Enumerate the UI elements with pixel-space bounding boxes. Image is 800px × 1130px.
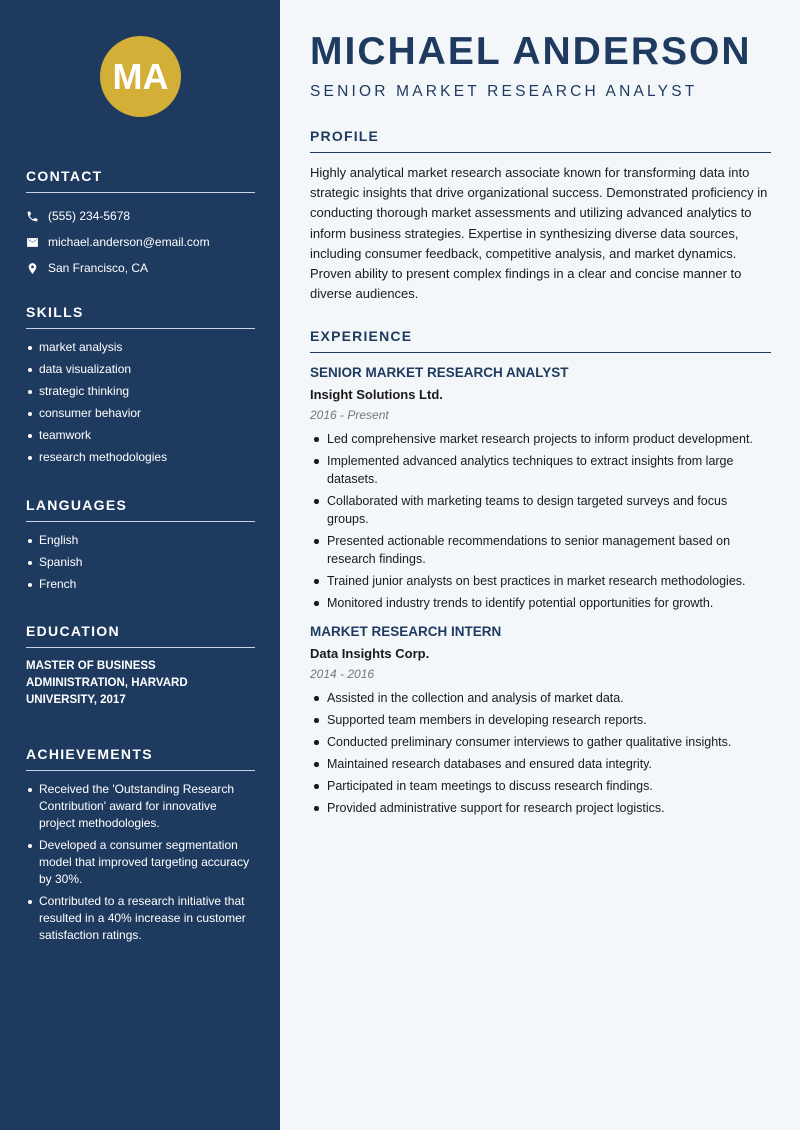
job-dates: 2016 - Present (310, 408, 389, 422)
sidebar (0, 0, 280, 1130)
contact-phone: (555) 234-5678 (26, 203, 255, 229)
avatar: MA (100, 36, 181, 117)
contact-section (26, 168, 255, 281)
job-bullet: Supported team members in developing research reports. (310, 711, 771, 729)
job-bullet: Presented actionable recommendations to senior management based on research findings. (310, 532, 771, 568)
email-icon (26, 236, 39, 249)
skill-item: teamwork (26, 427, 255, 444)
achievement-item: Contributed to a research initiative that resulted in a 40% increase in customer satisfaction ratings. (26, 893, 255, 944)
skills-heading: SKILLS (26, 304, 255, 329)
job-company: Data Insights Corp. (310, 646, 430, 661)
job-bullet: Collaborated with marketing teams to design targeted surveys and focus groups. (310, 492, 771, 528)
skill-item: market analysis (26, 339, 255, 356)
job-bullet: Participated in team meetings to discuss research findings. (310, 777, 771, 795)
phone-icon (26, 210, 39, 223)
education-heading: EDUCATION (26, 623, 255, 648)
job-bullet: Maintained research databases and ensured data integrity. (310, 755, 771, 773)
job-bullet: Trained junior analysts on best practices in market research methodologies. (310, 572, 771, 590)
skills-section (26, 304, 255, 471)
profile-heading: PROFILE (310, 128, 771, 153)
candidate-title: SENIOR MARKET RESEARCH ANALYST (310, 83, 698, 100)
location-pin-icon (26, 262, 39, 275)
profile-text: Highly analytical market research associate known for transforming data into strategic insights that drive organizational success. Demonstrated proficiency in conducting thorough market assessments and utilizing advanced analytics to inform business strategies. Expertise in synthesizing diverse data sources, including consumer feedback, competitive analysis, and market dynamics. Proven ability to present complex findings in a clear and concise manner to diverse audiences. (310, 165, 768, 302)
experience-section (310, 328, 771, 821)
skill-item: data visualization (26, 361, 255, 378)
job-bullet: Provided administrative support for research project logistics. (310, 799, 771, 817)
achievements-heading: ACHIEVEMENTS (26, 746, 255, 771)
job-bullet: Conducted preliminary consumer interviews to gather qualitative insights. (310, 733, 771, 751)
language-item: French (26, 576, 255, 593)
contact-heading: CONTACT (26, 168, 255, 193)
job-dates: 2014 - 2016 (310, 667, 375, 681)
achievements-section (26, 746, 255, 949)
achievement-item: Developed a consumer segmentation model that improved targeting accuracy by 30%. (26, 837, 255, 888)
job-entry (310, 624, 771, 817)
job-entry (310, 365, 771, 612)
job-bullet: Monitored industry trends to identify potential opportunities for growth. (310, 594, 771, 612)
education-entry: MASTER OF BUSINESS ADMINISTRATION, HARVARD UNIVERSITY, 2017 (26, 660, 188, 706)
education-section (26, 623, 255, 709)
job-company: Insight Solutions Ltd. (310, 387, 443, 402)
contact-email: michael.anderson@email.com (26, 229, 255, 255)
job-bullet: Led comprehensive market research projects to inform product development. (310, 430, 771, 448)
language-item: Spanish (26, 554, 255, 571)
candidate-name: MICHAEL ANDERSON (310, 30, 752, 73)
skill-item: research methodologies (26, 449, 255, 466)
job-title: MARKET RESEARCH INTERN (310, 624, 502, 639)
job-title: SENIOR MARKET RESEARCH ANALYST (310, 365, 569, 380)
experience-heading: EXPERIENCE (310, 328, 771, 353)
contact-location: San Francisco, CA (26, 255, 255, 281)
skill-item: consumer behavior (26, 405, 255, 422)
job-bullet: Assisted in the collection and analysis of market data. (310, 689, 771, 707)
achievement-item: Received the 'Outstanding Research Contribution' award for innovative project methodologies. (26, 781, 255, 832)
language-item: English (26, 532, 255, 549)
languages-section (26, 497, 255, 598)
job-bullet: Implemented advanced analytics techniques to extract insights from large datasets. (310, 452, 771, 488)
languages-heading: LANGUAGES (26, 497, 255, 522)
skill-item: strategic thinking (26, 383, 255, 400)
profile-section (310, 128, 771, 304)
